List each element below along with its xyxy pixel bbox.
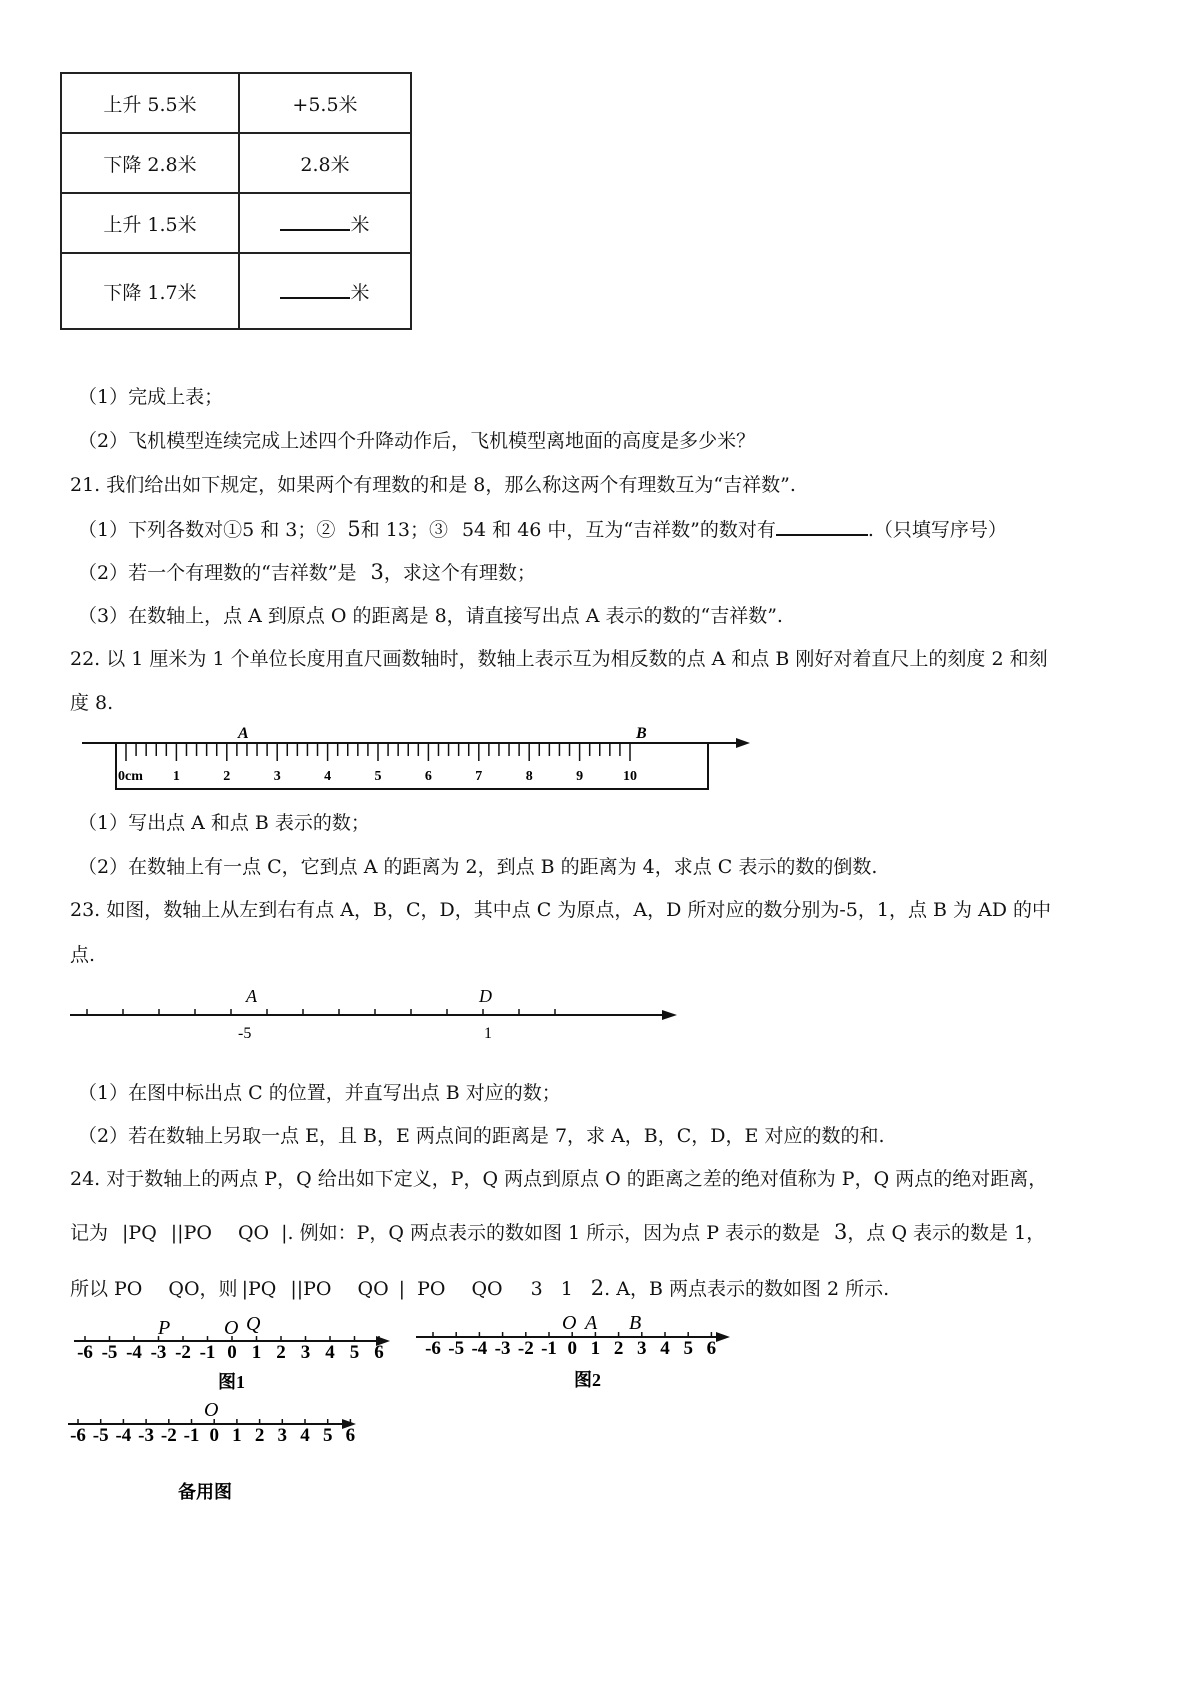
- ruler-unit-label: 0cm: [118, 769, 143, 784]
- text-span: 3: [834, 1220, 848, 1244]
- point-a-label: A: [585, 1312, 598, 1334]
- point-a-label: A: [246, 986, 257, 1006]
- axis-number: 2: [254, 1425, 265, 1446]
- axis-number: 2: [613, 1338, 624, 1359]
- table-row: [61, 193, 411, 253]
- point-b-label: B: [636, 725, 647, 742]
- q20-part2: （2）飞机模型连续完成上述四个升降动作后，飞机模型离地面的高度是多少米？: [78, 430, 756, 452]
- text-span: 5: [347, 517, 361, 541]
- axis-number: 6: [374, 1342, 384, 1363]
- axis-number: -2: [517, 1338, 534, 1359]
- ruler-figure: [70, 722, 760, 800]
- axis-number: -4: [126, 1342, 142, 1363]
- q22-part2: （2）在数轴上有一点 C，它到点 A 的距离为 2，到点 B 的距离为 4，求点 C 表示的数的倒数.: [78, 856, 878, 878]
- number-line-spare-figure: [64, 1398, 374, 1510]
- number-line-figure-1: [70, 1312, 400, 1398]
- axis-number: 5: [349, 1342, 360, 1363]
- text-span: 和 13；③: [360, 519, 448, 541]
- axis-number: 5: [683, 1338, 693, 1359]
- text-span: 3: [530, 1278, 543, 1300]
- text-span: ，则: [199, 1278, 238, 1300]
- q23-part1: （1）在图中标出点 C 的位置，并直写出点 B 对应的数；: [78, 1082, 561, 1104]
- answer-blank[interactable]: [280, 297, 350, 299]
- text-span: ||PO: [170, 1222, 212, 1244]
- figure-caption: 图1: [218, 1372, 245, 1392]
- axis-number: -5: [101, 1342, 118, 1363]
- axis-number: 3: [277, 1425, 288, 1446]
- q24-stem-line3: [70, 1274, 889, 1301]
- axis-number: 0: [567, 1338, 577, 1359]
- text-span: QO: [237, 1222, 270, 1244]
- figure-caption: 备用图: [178, 1482, 232, 1502]
- q22-part1: （1）写出点 A 和点 B 表示的数；: [78, 812, 370, 834]
- axis-number: 3: [637, 1338, 647, 1359]
- text-span: ，求这个有理数；: [383, 562, 536, 584]
- text-span: . A，B 两点表示的数如图 2 所示.: [604, 1278, 890, 1300]
- axis-number: 6: [706, 1338, 717, 1359]
- figure-caption: 图2: [574, 1370, 601, 1390]
- table-cell-value: 2.8米: [239, 133, 411, 193]
- axis-number: -1: [199, 1342, 216, 1363]
- table-cell-answer[interactable]: [239, 253, 411, 329]
- axis-number: 5: [322, 1425, 333, 1446]
- q23-stem-line1: 23. 如图，数轴上从左到右有点 A，B，C，D，其中点 C 为原点，A，D 所对应的数分别为-5，1，点 B 为 AD 的中: [70, 899, 1052, 921]
- ruler-number: 9: [576, 769, 584, 784]
- table-row: [61, 73, 411, 133]
- point-o-label: O: [562, 1312, 577, 1334]
- q21-part3: （3）在数轴上，点 A 到原点 O 的距离是 8，请直接写出点 A 表示的数的“吉祥数”.: [78, 605, 783, 627]
- text-span: （2）若一个有理数的“吉祥数”是: [78, 562, 357, 584]
- axis-number: 4: [300, 1425, 310, 1446]
- axis-numbers: [70, 1425, 355, 1446]
- axis-number: -4: [471, 1338, 488, 1359]
- ruler-number: 8: [525, 769, 533, 784]
- text-span: |: [398, 1278, 406, 1300]
- table-row: [61, 253, 411, 329]
- q24-stem-line1: 24. 对于数轴上的两点 P，Q 给出如下定义，P，Q 两点到原点 O 的距离之差的绝对值称为 P，Q 两点的绝对距离，: [70, 1168, 1048, 1190]
- point-q-label: Q: [246, 1313, 261, 1335]
- arrow-head: [662, 1010, 677, 1020]
- axis-number: -1: [183, 1425, 200, 1446]
- text-span: 2: [590, 1276, 605, 1300]
- axis-number: -5: [448, 1338, 465, 1359]
- text-span: 记为: [70, 1222, 109, 1244]
- axis-number: -6: [425, 1338, 441, 1359]
- text-span: 所以: [70, 1278, 109, 1300]
- axis-number: 1: [590, 1338, 601, 1359]
- ruler-number: 4: [324, 769, 332, 784]
- text-span: PO: [417, 1278, 446, 1300]
- table-cell-action: 下降 2.8米: [61, 133, 239, 193]
- text-span: |. 例如：P，Q 两点表示的数如图 1 所示，因为点 P 表示的数是: [281, 1222, 821, 1244]
- number-line-figure-2: [412, 1312, 742, 1398]
- q24-stem-line2: [70, 1218, 1045, 1245]
- text-span: .（只填写序号）: [867, 519, 1007, 541]
- axis-number: 1: [232, 1425, 242, 1446]
- axis-number: -1: [541, 1338, 557, 1359]
- ruler-number: 1: [172, 769, 180, 784]
- q23-stem-line2: 点.: [70, 944, 96, 966]
- axis-number: -6: [77, 1342, 93, 1363]
- table-row: [61, 133, 411, 193]
- axis-number: -6: [70, 1425, 86, 1446]
- text-span: QO: [471, 1278, 503, 1300]
- q22-stem-line2: 度 8.: [70, 692, 114, 714]
- ruler-number: 7: [475, 769, 483, 784]
- ruler-number: 5: [374, 769, 382, 784]
- arrow-head: [736, 738, 750, 748]
- axis-numbers: [77, 1342, 384, 1363]
- point-a-label: A: [238, 725, 249, 742]
- point-o-label: O: [224, 1317, 239, 1339]
- table-cell-action: 上升 5.5米: [61, 73, 239, 133]
- text-span: 1: [560, 1278, 573, 1300]
- tick-label-d: 1: [484, 1025, 492, 1042]
- text-span: |PQ: [241, 1278, 277, 1300]
- text-span: QO: [357, 1278, 389, 1300]
- q21-part2: [78, 558, 536, 585]
- ruler-ticks: [126, 743, 630, 761]
- axis-number: 3: [300, 1342, 311, 1363]
- arrow-head: [716, 1332, 730, 1342]
- q22-stem-line1: 22. 以 1 厘米为 1 个单位长度用直尺画数轴时，数轴上表示互为相反数的点 A 和点 B 刚好对着直尺上的刻度 2 和刻: [70, 648, 1048, 670]
- unit-label: 米: [350, 213, 370, 236]
- ruler-number: 6: [424, 769, 432, 784]
- axis-number: 0: [227, 1342, 237, 1363]
- ruler-numbers: [118, 769, 637, 784]
- text-span: |PQ: [122, 1222, 157, 1244]
- axis-number: 1: [251, 1342, 262, 1363]
- point-b-label: B: [629, 1312, 642, 1334]
- table-cell-value: +5.5米: [239, 73, 411, 133]
- text-span: 3: [370, 560, 384, 584]
- axis-number: -5: [92, 1425, 109, 1446]
- number-line-figure-q23: [64, 986, 684, 1046]
- axis-number: -3: [494, 1338, 511, 1359]
- ruler-number: 2: [223, 769, 231, 784]
- text-span: 54 和 46 中，互为“吉祥数”的数对有: [461, 519, 776, 541]
- text-span: （1）下列各数对①5 和 3；②: [78, 519, 336, 541]
- point-o-label: O: [204, 1399, 219, 1421]
- answer-blank[interactable]: [776, 534, 868, 536]
- answer-blank[interactable]: [280, 229, 350, 231]
- axis-number: -2: [160, 1425, 177, 1446]
- table-cell-action: 下降 1.7米: [61, 253, 239, 329]
- axis-number: 0: [209, 1425, 219, 1446]
- table-cell-answer[interactable]: [239, 193, 411, 253]
- axis-number: 4: [660, 1338, 670, 1359]
- unit-label: 米: [350, 281, 370, 304]
- q21-part1: [78, 515, 1007, 542]
- text-span: ，点 Q 表示的数是 1，: [847, 1222, 1046, 1244]
- q20-part1: （1）完成上表；: [78, 386, 224, 408]
- axis-numbers: [425, 1338, 716, 1359]
- axis-number: -3: [150, 1342, 167, 1363]
- axis-number: -4: [115, 1425, 132, 1446]
- text-span: ||PO: [290, 1278, 332, 1300]
- q23-part2: （2）若在数轴上另取一点 E，且 B，E 两点间的距离是 7，求 A，B，C，D，E 对应的数的和.: [78, 1125, 885, 1147]
- point-d-label: D: [479, 986, 492, 1006]
- altitude-table: [60, 72, 412, 330]
- axis-number: 6: [345, 1425, 356, 1446]
- tick-label-a: -5: [238, 1025, 252, 1042]
- table-cell-action: 上升 1.5米: [61, 193, 239, 253]
- ruler-number: 10: [623, 769, 637, 784]
- ruler-number: 3: [273, 769, 281, 784]
- axis-number: 4: [325, 1342, 335, 1363]
- axis-number: 2: [276, 1342, 286, 1363]
- point-p-label: P: [158, 1317, 171, 1339]
- text-span: QO: [168, 1278, 200, 1300]
- text-span: PO: [114, 1278, 143, 1300]
- q21-stem: 21. 我们给出如下规定，如果两个有理数的和是 8，那么称这两个有理数互为“吉祥数”.: [70, 474, 796, 496]
- axis-number: -2: [175, 1342, 191, 1363]
- axis-number: -3: [138, 1425, 155, 1446]
